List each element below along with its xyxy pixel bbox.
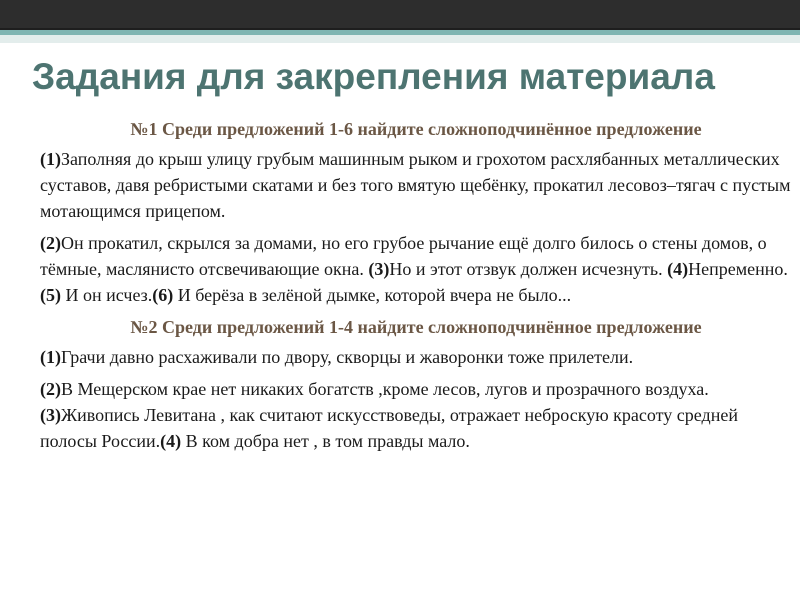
sentence-number: (5)	[40, 285, 61, 305]
sentence-text: И берёза в зелёной дымке, которой вчера не было...	[173, 285, 572, 305]
top-dark-band	[0, 0, 800, 30]
task-2-heading: №2 Среди предложений 1-4 найдите сложноподчинённое предложение	[130, 317, 702, 337]
task-1-paragraph-1	[40, 146, 792, 224]
task-2-paragraph-2	[40, 376, 792, 454]
task-1-heading: №1 Среди предложений 1-6 найдите сложноподчинённое предложение	[130, 119, 702, 139]
pale-accent-stripe	[0, 35, 800, 43]
sentence-text: Грачи давно расхаживали по двору, скворцы и жаворонки тоже прилетели.	[61, 347, 634, 367]
slide-title: Задания для закрепления материала	[32, 56, 715, 97]
task-1-paragraph-2	[40, 230, 792, 308]
sentence-text: В ком добра нет , в том правды мало.	[181, 431, 470, 451]
sentence-number: (1)	[40, 149, 61, 169]
sentence-number: (6)	[152, 285, 174, 305]
sentence-text: Живопись Левитана , как считают искусствоведы, отражает неброскую красоту средней полосы России.	[40, 405, 738, 451]
sentence-text: Заполняя до крыш улицу грубым машинным рыком и грохотом расхлябанных металлических суставов, давя ребристыми скатами и без того вмятую щебёнку, прокатил лесовоз–тягач с пустым мотающимся прицепом.	[40, 149, 791, 221]
sentence-number: (2)	[40, 233, 61, 253]
sentence-text: Непременно.	[688, 259, 788, 279]
sentence-text: И он исчез.	[61, 285, 153, 305]
sentence-number: (1)	[40, 347, 61, 367]
task-2-paragraph-1	[40, 344, 792, 370]
sentence-text: В Мещерском крае нет никаких богатств ,кроме лесов, лугов и прозрачного воздуха.	[61, 379, 709, 399]
sentence-number: (2)	[40, 379, 61, 399]
sentence-number: (3)	[368, 259, 390, 279]
sentence-text: Но и этот отзвук должен исчезнуть.	[389, 259, 668, 279]
sentence-number: (4)	[667, 259, 689, 279]
sentence-text: Он прокатил, скрылся за домами, но его грубое рычание ещё долго билось о стены домов, о тёмные, маслянисто отсвечивающие окна.	[40, 233, 767, 279]
slide-content	[40, 116, 792, 460]
sentence-number: (3)	[40, 405, 61, 425]
sentence-number: (4)	[160, 431, 182, 451]
